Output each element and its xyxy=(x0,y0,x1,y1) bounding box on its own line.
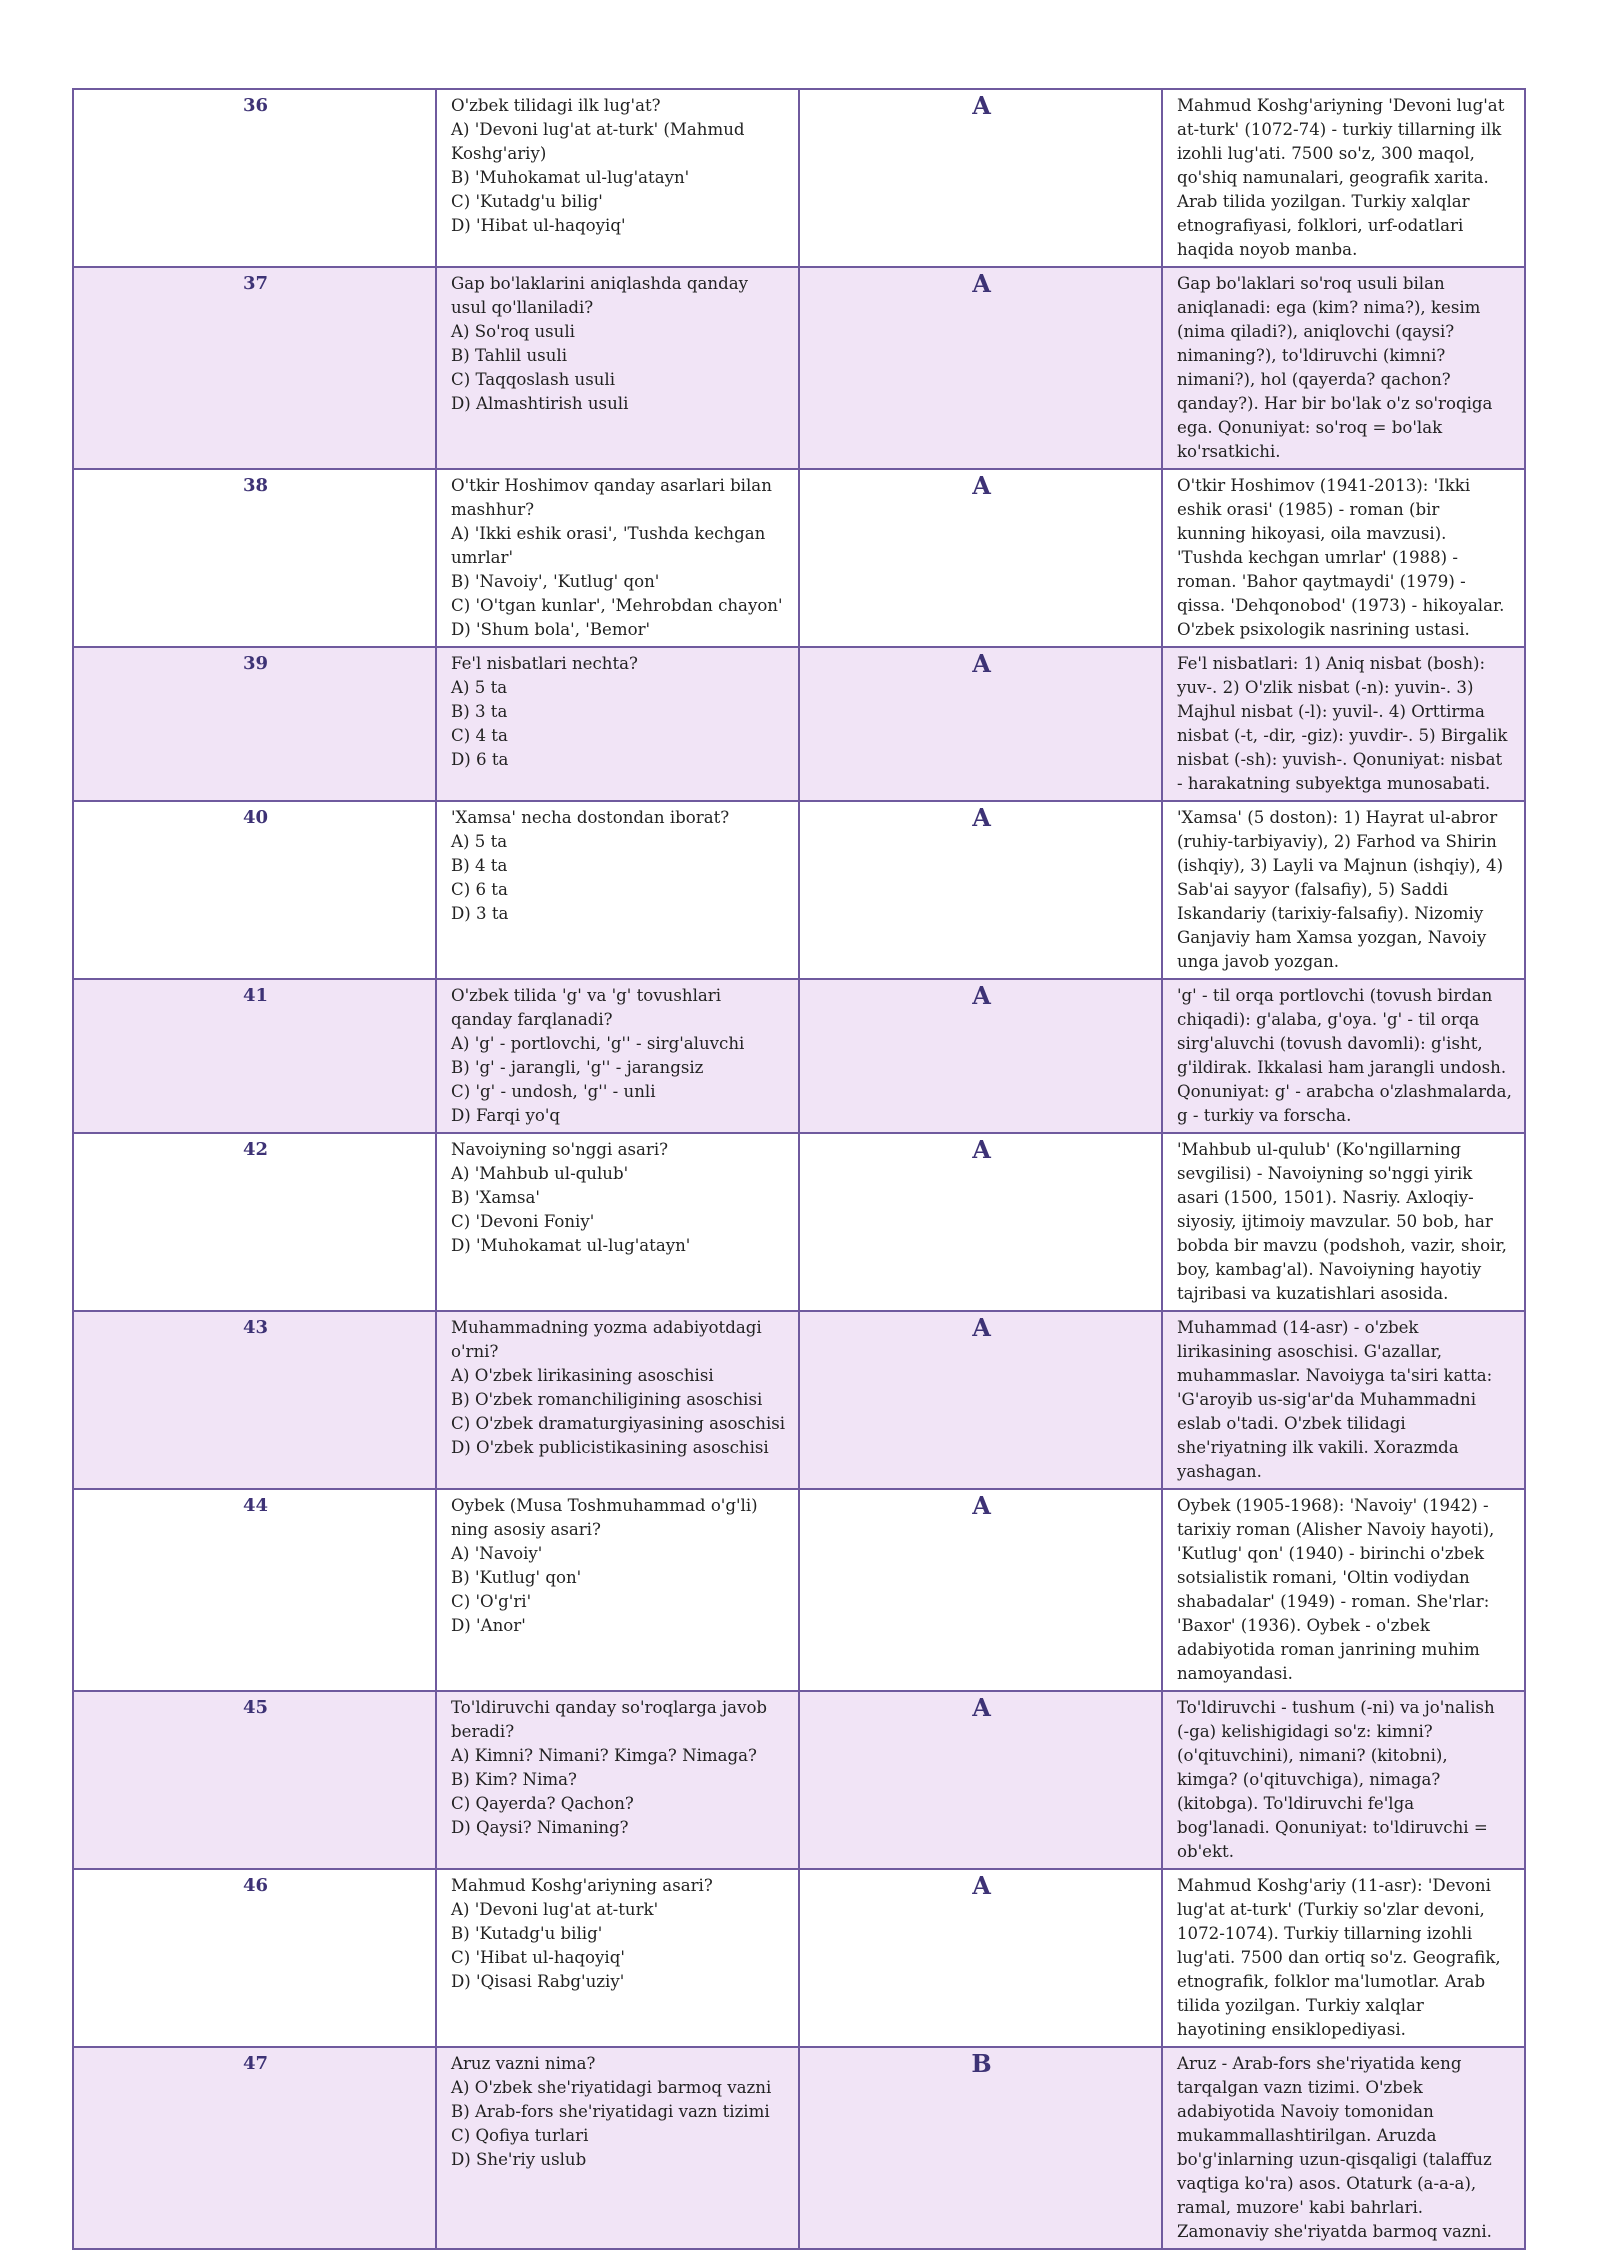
question-number: 43 xyxy=(73,1311,436,1489)
answer-option: B) Kim? Nima? xyxy=(451,1770,577,1789)
question-number: 39 xyxy=(73,647,436,801)
answer-option: A) O'zbek lirikasining asoschisi xyxy=(451,1366,714,1385)
quiz-table-body xyxy=(73,89,1525,2249)
question-cell xyxy=(436,89,799,267)
question-number: 44 xyxy=(73,1489,436,1691)
answer-option: C) Taqqoslash usuli xyxy=(451,370,616,389)
question-number: 46 xyxy=(73,1869,436,2047)
explanation-cell: 'Mahbub ul-qulub' (Ko'ngillarning sevgilisi) - Navoiyning so'nggi yirik asari (1500, 1501). Nasriy. Axloqiy-siyosiy, ijtimoiy mavzular. 50 bob, har bobda bir mavzu (podshoh, vazir, shoir, boy, kambag'al). Navoiyning hayotiy tajribasi va kuzatishlari asosida. xyxy=(1162,1133,1525,1311)
question-text: O'zbek tilidagi ilk lug'at? xyxy=(451,96,661,115)
question-text: Fe'l nisbatlari nechta? xyxy=(451,654,638,673)
answer-option: C) O'zbek dramaturgiyasining asoschisi xyxy=(451,1414,786,1433)
question-text: 'Xamsa' necha dostondan iborat? xyxy=(451,808,730,827)
correct-answer: A xyxy=(799,801,1162,979)
answer-option: C) 'Kutadg'u bilig' xyxy=(451,192,603,211)
question-cell xyxy=(436,979,799,1133)
question-cell xyxy=(436,1489,799,1691)
answer-option: B) 'Navoiy', 'Kutlug' qon' xyxy=(451,572,660,591)
answer-option: C) 'g' - undosh, 'g'' - unli xyxy=(451,1082,656,1101)
question-number: 41 xyxy=(73,979,436,1133)
answer-option: A) So'roq usuli xyxy=(451,322,575,341)
table-row xyxy=(73,979,1525,1133)
table-row xyxy=(73,2047,1525,2249)
answer-option: D) Qaysi? Nimaning? xyxy=(451,1818,629,1837)
answer-option: D) Farqi yo'q xyxy=(451,1106,561,1125)
correct-answer: A xyxy=(799,1311,1162,1489)
correct-answer: B xyxy=(799,2047,1162,2249)
answer-option: A) 5 ta xyxy=(451,832,508,851)
question-text: To'ldiruvchi qanday so'roqlarga javob beradi? xyxy=(451,1698,768,1741)
explanation-cell: 'Xamsa' (5 doston): 1) Hayrat ul-abror (ruhiy-tarbiyaviy), 2) Farhod va Shirin (ishqiy), 3) Layli va Majnun (ishqiy), 4) Sab'ai sayyor (falsafiy), 5) Saddi Iskandariy (tarixiy-falsafiy). Nizomiy Ganjaviy ham Xamsa yozgan, Navoiy unga javob yozgan. xyxy=(1162,801,1525,979)
answer-option: B) 3 ta xyxy=(451,702,508,721)
question-cell xyxy=(436,1691,799,1869)
table-row xyxy=(73,267,1525,469)
question-cell xyxy=(436,647,799,801)
answer-option: C) Qayerda? Qachon? xyxy=(451,1794,634,1813)
question-number: 42 xyxy=(73,1133,436,1311)
correct-answer: A xyxy=(799,89,1162,267)
question-number: 40 xyxy=(73,801,436,979)
answer-option: D) 6 ta xyxy=(451,750,509,769)
answer-option: A) 5 ta xyxy=(451,678,508,697)
question-cell xyxy=(436,1133,799,1311)
answer-option: D) 'Shum bola', 'Bemor' xyxy=(451,620,651,639)
answer-option: A) 'Devoni lug'at at-turk' xyxy=(451,1900,659,1919)
answer-option: D) 'Qisasi Rabg'uziy' xyxy=(451,1972,625,1991)
explanation-cell: Fe'l nisbatlari: 1) Aniq nisbat (bosh): yuv-. 2) O'zlik nisbat (-n): yuvin-. 3) Majhul nisbat (-l): yuvil-. 4) Orttirma nisbat (-t, -dir, -giz): yuvdir-. 5) Birgalik nisbat (-sh): yuvish-. Qonuniyat: nisbat - harakatning subyektga munosabati. xyxy=(1162,647,1525,801)
answer-option: A) Kimni? Nimani? Kimga? Nimaga? xyxy=(451,1746,757,1765)
explanation-cell: To'ldiruvchi - tushum (-ni) va jo'nalish (-ga) kelishigidagi so'z: kimni? (o'qituvchini), nimani? (kitobni), kimga? (o'qituvchiga), nimaga? (kitobga). To'ldiruvchi fe'lga bog'lanadi. Qonuniyat: to'ldiruvchi = ob'ekt. xyxy=(1162,1691,1525,1869)
answer-option: D) 3 ta xyxy=(451,904,509,923)
answer-option: B) Tahlil usuli xyxy=(451,346,568,365)
answer-option: D) 'Anor' xyxy=(451,1616,526,1635)
answer-option: D) O'zbek publicistikasining asoschisi xyxy=(451,1438,769,1457)
answer-option: C) 'Devoni Foniy' xyxy=(451,1212,595,1231)
table-row xyxy=(73,1691,1525,1869)
answer-option: B) 4 ta xyxy=(451,856,508,875)
table-row xyxy=(73,469,1525,647)
question-text: Muhammadning yozma adabiyotdagi o'rni? xyxy=(451,1318,762,1361)
answer-option: A) O'zbek she'riyatidagi barmoq vazni xyxy=(451,2078,772,2097)
correct-answer: A xyxy=(799,1869,1162,2047)
question-text: O'tkir Hoshimov qanday asarlari bilan mashhur? xyxy=(451,476,772,519)
question-number: 47 xyxy=(73,2047,436,2249)
answer-option: C) 'O'tgan kunlar', 'Mehrobdan chayon' xyxy=(451,596,783,615)
answer-option: C) 'O'g'ri' xyxy=(451,1592,532,1611)
question-number: 38 xyxy=(73,469,436,647)
explanation-cell: O'tkir Hoshimov (1941-2013): 'Ikki eshik orasi' (1985) - roman (bir kunning hikoyasi, oila mavzusi). 'Tushda kechgan umrlar' (1988) - roman. 'Bahor qaytmaydi' (1979) - qissa. 'Dehqonobod' (1973) - hikoyalar. O'zbek psixologik nasrining ustasi. xyxy=(1162,469,1525,647)
table-row xyxy=(73,1869,1525,2047)
answer-option: B) 'g' - jarangli, 'g'' - jarangsiz xyxy=(451,1058,704,1077)
table-row xyxy=(73,801,1525,979)
answer-option: D) 'Hibat ul-haqoyiq' xyxy=(451,216,626,235)
answer-option: A) 'Devoni lug'at at-turk' (Mahmud Koshg'ariy) xyxy=(451,120,745,163)
explanation-cell: 'g' - til orqa portlovchi (tovush birdan chiqadi): g'alaba, g'oya. 'g' - til orqa sirg'aluvchi (tovush davomli): g'isht, g'ildirak. Ikkalasi ham jarangli undosh. Qonuniyat: g' - arabcha o'zlashmalarda, g - turkiy va forscha. xyxy=(1162,979,1525,1133)
answer-option: D) She'riy uslub xyxy=(451,2150,587,2169)
answer-option: A) 'Ikki eshik orasi', 'Tushda kechgan umrlar' xyxy=(451,524,766,567)
question-text: Oybek (Musa Toshmuhammad o'g'li) ning asosiy asari? xyxy=(451,1496,758,1539)
explanation-cell: Oybek (1905-1968): 'Navoiy' (1942) - tarixiy roman (Alisher Navoiy hayoti), 'Kutlug' qon' (1940) - birinchi o'zbek sotsialistik romani, 'Oltin vodiydan shabadalar' (1949) - roman. She'rlar: 'Baxor' (1936). Oybek - o'zbek adabiyotida roman janrining muhim namoyandasi. xyxy=(1162,1489,1525,1691)
answer-option: D) Almashtirish usuli xyxy=(451,394,629,413)
answer-option: A) 'Navoiy' xyxy=(451,1544,543,1563)
answer-option: B) O'zbek romanchiligining asoschisi xyxy=(451,1390,763,1409)
quiz-table xyxy=(72,88,1526,2250)
explanation-cell: Gap bo'laklari so'roq usuli bilan aniqlanadi: ega (kim? nima?), kesim (nima qiladi?), aniqlovchi (qaysi? nimaning?), to'ldiruvchi (kimni? nimani?), hol (qayerda? qachon? qanday?). Har bir bo'lak o'z so'roqiga ega. Qonuniyat: so'roq = bo'lak ko'rsatkichi. xyxy=(1162,267,1525,469)
answer-option: D) 'Muhokamat ul-lug'atayn' xyxy=(451,1236,691,1255)
question-text: Gap bo'laklarini aniqlashda qanday usul qo'llaniladi? xyxy=(451,274,748,317)
correct-answer: A xyxy=(799,1133,1162,1311)
explanation-cell: Mahmud Koshg'ariyning 'Devoni lug'at at-turk' (1072-74) - turkiy tillarning ilk izohli lug'ati. 7500 so'z, 300 maqol, qo'shiq namunalari, geografik xarita. Arab tilida yozilgan. Turkiy xalqlar etnografiyasi, folklori, urf-odatlari haqida noyob manba. xyxy=(1162,89,1525,267)
answer-option: B) 'Kutlug' qon' xyxy=(451,1568,582,1587)
table-row xyxy=(73,647,1525,801)
answer-option: C) 6 ta xyxy=(451,880,508,899)
correct-answer: A xyxy=(799,1489,1162,1691)
table-row xyxy=(73,1311,1525,1489)
correct-answer: A xyxy=(799,979,1162,1133)
correct-answer: A xyxy=(799,1691,1162,1869)
table-row xyxy=(73,1133,1525,1311)
correct-answer: A xyxy=(799,469,1162,647)
correct-answer: A xyxy=(799,267,1162,469)
explanation-cell: Aruz - Arab-fors she'riyatida keng tarqalgan vazn tizimi. O'zbek adabiyotida Navoiy tomonidan mukammallashtirilgan. Aruzda bo'g'inlarning uzun-qisqaligi (talaffuz vaqtiga ko'ra) asos. Otaturk (a-a-a), ramal, muzore' kabi bahrlari. Zamonaviy she'riyatda barmoq vazni. xyxy=(1162,2047,1525,2249)
answer-option: C) 4 ta xyxy=(451,726,508,745)
question-text: Aruz vazni nima? xyxy=(451,2054,596,2073)
question-cell xyxy=(436,2047,799,2249)
answer-option: C) 'Hibat ul-haqoyiq' xyxy=(451,1948,625,1967)
question-cell xyxy=(436,1311,799,1489)
question-text: Navoiyning so'nggi asari? xyxy=(451,1140,669,1159)
explanation-cell: Muhammad (14-asr) - o'zbek lirikasining asoschisi. G'azallar, muhammaslar. Navoiyga ta'siri katta: 'G'aroyib us-sig'ar'da Muhammadni eslab o'tadi. O'zbek tilidagi she'riyatning ilk vakili. Xorazmda yashagan. xyxy=(1162,1311,1525,1489)
answer-option: B) 'Kutadg'u bilig' xyxy=(451,1924,603,1943)
question-number: 37 xyxy=(73,267,436,469)
question-number: 36 xyxy=(73,89,436,267)
answer-option: B) 'Xamsa' xyxy=(451,1188,540,1207)
question-number: 45 xyxy=(73,1691,436,1869)
answer-option: A) 'g' - portlovchi, 'g'' - sirg'aluvchi xyxy=(451,1034,745,1053)
question-cell xyxy=(436,267,799,469)
answer-option: C) Qofiya turlari xyxy=(451,2126,589,2145)
answer-option: B) Arab-fors she'riyatidagi vazn tizimi xyxy=(451,2102,770,2121)
question-cell xyxy=(436,801,799,979)
table-row xyxy=(73,1489,1525,1691)
explanation-cell: Mahmud Koshg'ariy (11-asr): 'Devoni lug'at at-turk' (Turkiy so'zlar devoni, 1072-1074). Turkiy tillarning izohli lug'ati. 7500 dan ortiq so'z. Geografik, etnografik, folklor ma'lumotlar. Arab tilida yozilgan. Turkiy xalqlar hayotining ensiklopediyasi. xyxy=(1162,1869,1525,2047)
table-row xyxy=(73,89,1525,267)
question-text: O'zbek tilida 'g' va 'g' tovushlari qanday farqlanadi? xyxy=(451,986,722,1029)
answer-option: A) 'Mahbub ul-qulub' xyxy=(451,1164,629,1183)
question-cell xyxy=(436,1869,799,2047)
question-cell xyxy=(436,469,799,647)
correct-answer: A xyxy=(799,647,1162,801)
answer-option: B) 'Muhokamat ul-lug'atayn' xyxy=(451,168,690,187)
question-text: Mahmud Koshg'ariyning asari? xyxy=(451,1876,713,1895)
